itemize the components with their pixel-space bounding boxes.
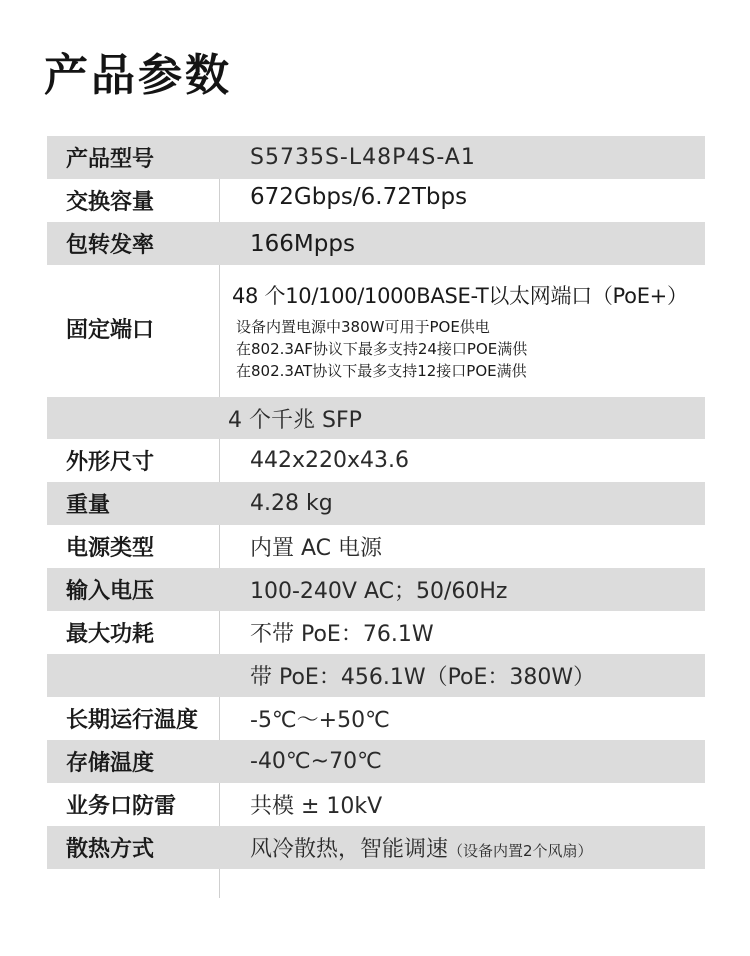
spec-row-input-voltage	[47, 568, 705, 611]
spec-value: 不带 PoE：76.1W	[250, 622, 434, 647]
spec-label: 包转发率	[66, 233, 155, 258]
spec-value: 672Gbps/6.72Tbps	[250, 183, 468, 210]
spec-label: 交换容量	[66, 190, 155, 215]
spec-value: 166Mpps	[250, 230, 355, 257]
spec-label: 固定端口	[66, 317, 155, 343]
spec-label: 电源类型	[66, 536, 155, 561]
spec-row-surge	[47, 783, 705, 826]
spec-value: 442x220x43.6	[250, 448, 410, 473]
spec-value: 内置 AC 电源	[250, 536, 383, 561]
spec-label: 散热方式	[66, 837, 155, 862]
spec-row-sfp	[47, 397, 705, 439]
spec-row-forwarding	[47, 222, 705, 265]
cooling-note: （设备内置2个风扇）	[448, 842, 593, 860]
spec-value: 4 个千兆 SFP	[228, 407, 362, 433]
spec-row-storage-temp	[47, 740, 705, 783]
ports-note: 设备内置电源中380W可用于POE供电	[236, 318, 490, 336]
ports-details	[220, 280, 705, 382]
spec-row-weight	[47, 482, 705, 525]
spec-row-switching	[47, 179, 705, 222]
spec-label: 存储温度	[66, 751, 155, 776]
spec-row-power-type	[47, 525, 705, 568]
spec-row-dimensions	[47, 439, 705, 482]
spec-value: 4.28 kg	[250, 491, 333, 516]
ports-main: 48 个10/100/1000BASE-T以太网端口（PoE+）	[232, 284, 688, 308]
spec-value: 带 PoE：456.1W（PoE：380W）	[250, 665, 596, 690]
spec-label: 最大功耗	[66, 622, 155, 647]
spec-row-max-power-poe	[47, 654, 705, 697]
spec-value: 100-240V AC；50/60Hz	[250, 579, 508, 604]
spec-row-ports	[47, 265, 705, 397]
spec-table	[47, 136, 705, 869]
spec-label: 输入电压	[66, 579, 155, 604]
spec-value: S5735S-L48P4S-A1	[250, 145, 476, 170]
spec-row-max-power	[47, 611, 705, 654]
ports-note: 在802.3AT协议下最多支持12接口POE满供	[236, 362, 527, 380]
page-title: 产品参数	[44, 50, 232, 101]
spec-label: 产品型号	[66, 147, 155, 172]
ports-note: 在802.3AF协议下最多支持24接口POE满供	[236, 340, 528, 358]
spec-label: 重量	[66, 493, 111, 518]
spec-row-op-temp	[47, 697, 705, 740]
spec-label: 业务口防雷	[66, 794, 177, 819]
spec-value: -40℃~70℃	[250, 749, 382, 774]
cooling-main: 风冷散热，智能调速	[250, 837, 449, 862]
spec-row-cooling	[47, 826, 705, 869]
spec-label: 长期运行温度	[66, 708, 199, 733]
spec-value: -5℃～+50℃	[250, 708, 390, 733]
spec-row-model	[47, 136, 705, 179]
spec-label: 外形尺寸	[66, 450, 155, 475]
spec-value: 共模 ± 10kV	[250, 794, 383, 819]
spec-value	[220, 832, 705, 863]
